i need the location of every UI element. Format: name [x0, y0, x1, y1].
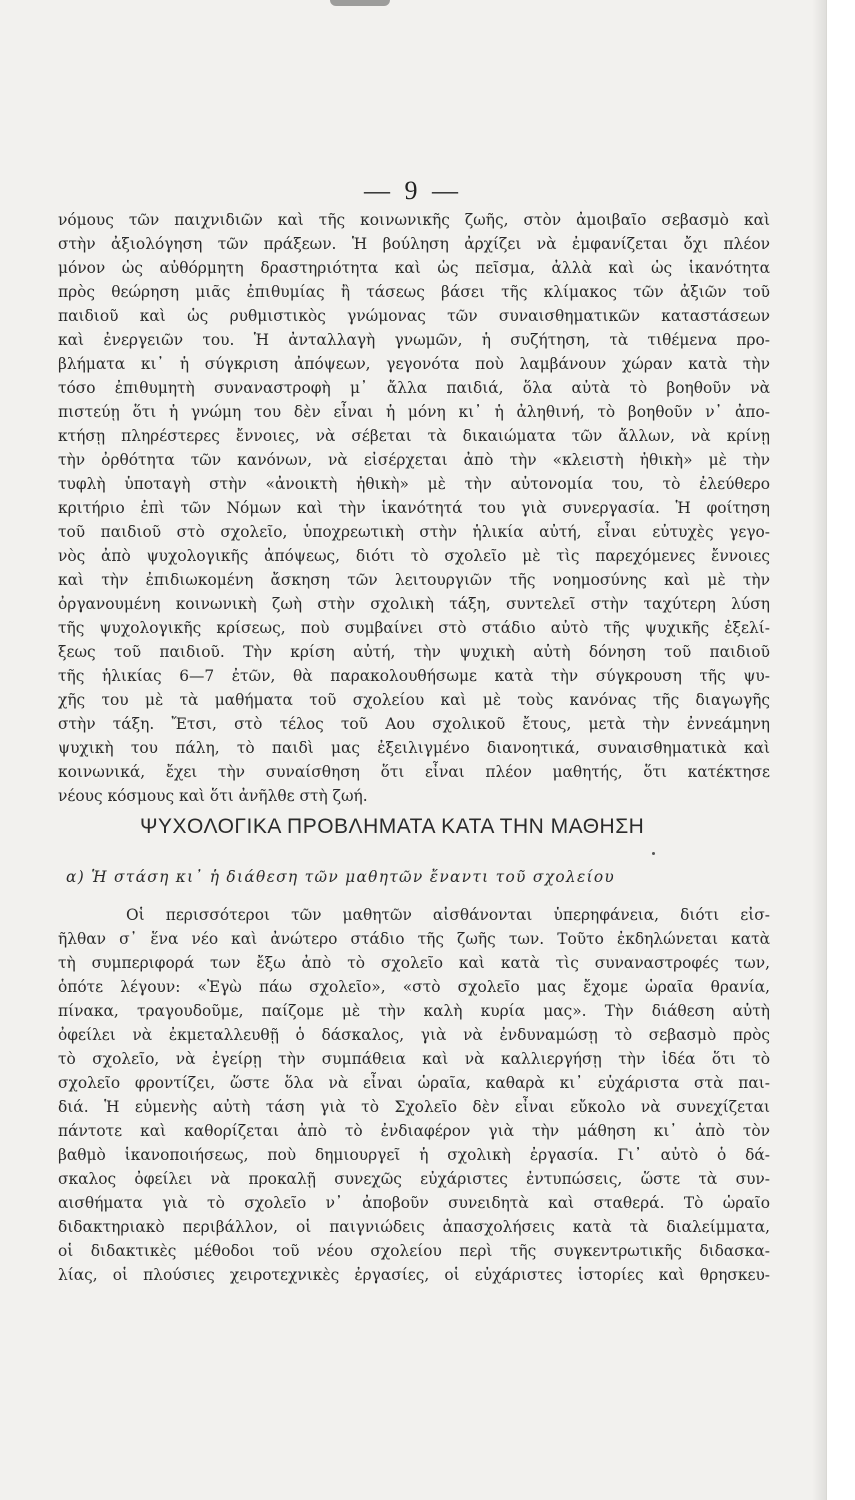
- text-line: χῆς του μὲ τὰ μαθήματα τοῦ σχολείου καὶ μὲ τοὺς κανόνας τῆς διαγωγῆς: [58, 691, 770, 709]
- text-line: καὶ τὴν ἐπιδιωκομένη ἄσκηση τῶν λειτουργιῶν τῆς νοημοσύνης καὶ μὲ τὴν: [58, 571, 770, 589]
- text-line: τὴν ὀρθότητα τῶν κανόνων, νὰ εἰσέρχεται ἀπὸ τὴν «κλειστὴ ἠθικὴ» μὲ τὴν: [58, 451, 770, 469]
- text-line: τὴ συμπεριφορά των ἔξω ἀπὸ τὸ σχολεῖο καὶ κατὰ τὶς συναναστροφές των,: [58, 954, 770, 972]
- text-line: ῆλθαν σ᾽ ἕνα νέο καὶ ἀνώτερο στάδιο τῆς ζωῆς των. Τοῦτο ἐκδηλώνεται κατὰ: [58, 930, 770, 948]
- page-edge-shadow: [812, 0, 826, 1500]
- text-line: διά. Ἡ εὐμενὴς αὐτὴ τάση γιὰ τὸ Σχολεῖο δὲν εἶναι εὔκολο νὰ συνεχίζεται: [58, 1098, 770, 1116]
- text-line: πιστεύῃ ὅτι ἡ γνώμη του δὲν εἶναι ἡ μόνη κι᾽ ἡ ἀληθινή, τὸ βοηθοῦν ν᾽ ἀπο-: [58, 403, 770, 421]
- text-line: σχολεῖο φροντίζει, ὥστε ὅλα νὰ εἶναι ὡραῖα, καθαρὰ κι᾽ εὐχάριστα στὰ παι-: [58, 1074, 770, 1092]
- text-line: κριτήριο ἐπὶ τῶν Νόμων καὶ τὴν ἱκανότητά του γιὰ συνεργασία. Ἡ φοίτηση: [58, 499, 770, 517]
- text-line: ὀργανουμένη κοινωνικὴ ζωὴ στὴν σχολικὴ τάξη, συντελεῖ στὴν ταχύτερη λύση: [58, 595, 770, 613]
- text-line: πάντοτε καὶ καθορίζεται ἀπὸ τὸ ἐνδιαφέρον γιὰ τὴν μάθηση κι᾽ ἀπὸ τὸν: [58, 1122, 770, 1140]
- text-line: ξεως τοῦ παιδιοῦ. Τὴν κρίση αὐτή, τὴν ψυχικὴ αὐτὴ δόνηση τοῦ παιδιοῦ: [58, 643, 770, 661]
- stray-dot: [652, 852, 655, 855]
- text-line: στὴν ἀξιολόγηση τῶν πράξεων. Ἡ βούληση ἀρχίζει νὰ ἐμφανίζεται ὄχι πλέον: [58, 235, 770, 253]
- page-number: — 9 —: [364, 176, 462, 205]
- text-line: ψυχικὴ του πάλη, τὸ παιδὶ μας ἐξειλιγμένο διανοητικά, συναισθηματικὰ καὶ: [58, 739, 770, 757]
- text-line: λίας, οἱ πλούσιες χειροτεχνικὲς ἐργασίες, οἱ εὐχάριστες ἱστορίες καὶ θρησκευ-: [58, 1266, 770, 1284]
- text-line: ὁπότε λέγουν: «Ἐγὼ πάω σχολεῖο», «στὸ σχολεῖο μας ἔχομε ὡραῖα θρανία,: [58, 978, 770, 996]
- text-line: διδακτηριακὸ περιβάλλον, οἱ παιγνιώδεις ἀπασχολήσεις κατὰ τὰ διαλείμματα,: [58, 1218, 770, 1236]
- text-line: τὸ σχολεῖο, νὰ ἐγείρῃ τὴν συμπάθεια καὶ νὰ καλλιεργήσῃ τὴν ἰδέα ὅτι τὸ: [58, 1050, 770, 1068]
- text-line: κοινωνικά, ἔχει τὴν συναίσθηση ὅτι εἶναι πλέον μαθητής, ὅτι κατέκτησε: [58, 763, 770, 781]
- text-line: νέους κόσμους καὶ ὅτι ἀνῆλθε στὴ ζωή.: [58, 787, 368, 805]
- text-line: τυφλὴ ὑποταγὴ στὴν «ἀνοικτὴ ἠθικὴ» μὲ τὴν αὐτονομία του, τὸ ἐλεύθερο: [58, 475, 770, 493]
- text-line: σκαλος ὀφείλει νὰ προκαλῇ συνεχῶς εὐχάριστες ἐντυπώσεις, ὥστε τὰ συν-: [58, 1170, 770, 1188]
- text-line: αισθήματα γιὰ τὸ σχολεῖο ν᾽ ἀποβοῦν συνειδητὰ καὶ σταθερά. Τὸ ὡραῖο: [58, 1194, 770, 1212]
- text-line: στὴν τάξη. Ἔτσι, στὸ τέλος τοῦ Αου σχολικοῦ ἔτους, μετὰ τὴν ἐννεάμηνη: [58, 715, 770, 733]
- subsection-heading: α) Ἡ στάση κι᾽ ἡ διάθεση τῶν μαθητῶν ἔναντι τοῦ σχολείου: [66, 868, 616, 886]
- paragraph-body: [58, 208, 770, 808]
- text-line: καὶ ἐνεργειῶν του. Ἡ ἀνταλλαγὴ γνωμῶν, ἡ συζήτηση, τὰ τιθέμενα προ-: [58, 331, 770, 349]
- text-line: Οἱ περισσότεροι τῶν μαθητῶν αἰσθάνονται ὑπερηφάνεια, διότι εἰσ-: [126, 906, 770, 924]
- text-line: μόνον ὡς αὐθόρμητη δραστηριότητα καὶ ὡς πεῖσμα, ἀλλὰ καὶ ὡς ἱκανότητα: [58, 259, 770, 277]
- text-line: κτήσῃ πληρέστερες ἔννοιες, νὰ σέβεται τὰ δικαιώματα τῶν ἄλλων, νὰ κρίνῃ: [58, 427, 770, 445]
- text-line: οἱ διδακτικὲς μέθοδοι τοῦ νέου σχολείου περὶ τῆς συγκεντρωτικῆς διδασκα-: [58, 1242, 770, 1260]
- text-line: τόσο ἐπιθυμητὴ συναναστροφὴ μ᾽ ἄλλα παιδιά, ὅλα αὐτὰ τὸ βοηθοῦν νὰ: [58, 379, 770, 397]
- text-line: βλήματα κι᾽ ἡ σύγκριση ἀπόψεων, γεγονότα ποὺ λαμβάνουν χώραν κατὰ τὴν: [58, 355, 770, 373]
- text-line: νόμους τῶν παιχνιδιῶν καὶ τῆς κοινωνικῆς ζωῆς, στὸν ἀμοιβαῖο σεβασμὸ καὶ: [58, 211, 770, 229]
- scan-smudge: [330, 0, 390, 6]
- section-heading: ΨΥΧΟΛΟΓΙΚΑ ΠΡΟΒΛΗΜΑΤΑ ΚΑΤΑ ΤΗΝ ΜΑΘΗΣΗ: [140, 815, 645, 838]
- text-line: νὸς ἀπὸ ψυχολογικῆς ἀπόψεως, διότι τὸ σχολεῖο μὲ τὶς παρεχόμενες ἔννοιες: [58, 547, 770, 565]
- text-line: τῆς ἡλικίας 6—7 ἐτῶν, θὰ παρακολουθήσωμε κατὰ τὴν σύγκρουση τῆς ψυ-: [58, 667, 770, 685]
- text-line: τῆς ψυχολογικῆς κρίσεως, ποὺ συμβαίνει στὸ στάδιο αὐτὸ τῆς ψυχικῆς ἐξελί-: [58, 619, 770, 637]
- text-line: παιδιοῦ καὶ ὡς ρυθμιστικὸς γνώμονας τῶν συναισθηματικῶν καταστάσεων: [58, 307, 770, 325]
- text-line: βαθμὸ ἱκανοποιήσεως, ποὺ δημιουργεῖ ἡ σχολικὴ ἐργασία. Γι᾽ αὐτὸ ὁ δά-: [58, 1146, 770, 1164]
- text-line: τοῦ παιδιοῦ στὸ σχολεῖο, ὑποχρεωτικὴ στὴν ἡλικία αὐτή, εἶναι εὐτυχὲς γεγο-: [58, 523, 770, 541]
- text-line: πρὸς θεώρηση μιᾶς ἐπιθυμίας ἢ τάσεως βάσει τῆς κλίμακος τῶν ἀξιῶν τοῦ: [58, 283, 770, 301]
- text-line: ὀφείλει νὰ ἐκμεταλλευθῇ ὁ δάσκαλος, γιὰ νὰ ἐνδυναμώσῃ τὸ σεβασμὸ πρὸς: [58, 1026, 770, 1044]
- text-line: πίνακα, τραγουδοῦμε, παίζομε μὲ τὴν καλὴ κυρία μας». Τὴν διάθεση αὐτὴ: [58, 1002, 770, 1020]
- paragraph-body: [58, 903, 770, 1287]
